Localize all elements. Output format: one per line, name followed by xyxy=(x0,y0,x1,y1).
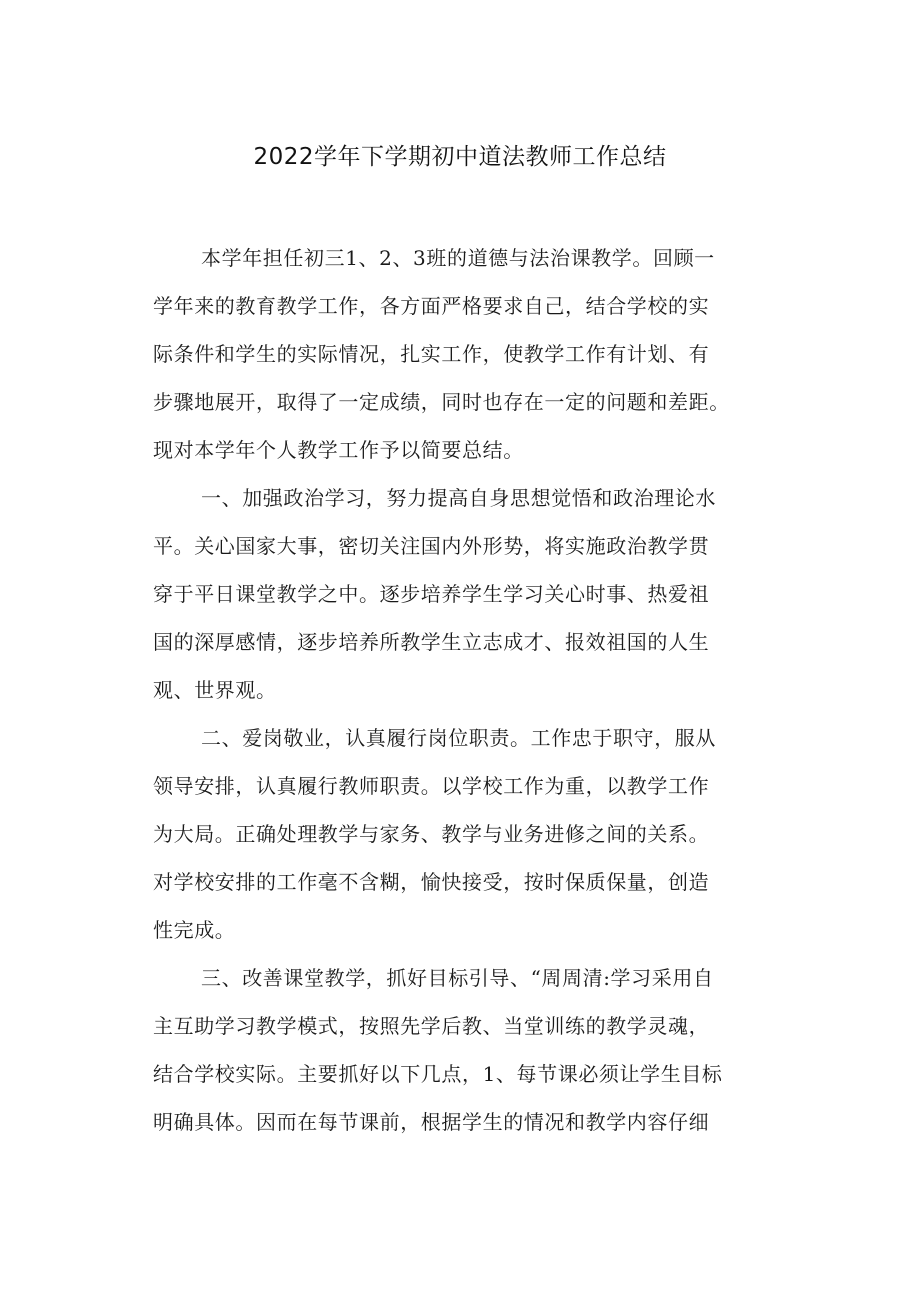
document-body xyxy=(153,234,793,1146)
paragraph-line: 领导安排，认真履行教师职责。以学校工作为重，以教学工作 xyxy=(153,774,710,798)
paragraph-first-line: 二、爱岗敬业，认真履行岗位职责。工作忠于职守，服从 xyxy=(201,726,716,750)
document-title: 2022学年下学期初中道法教师工作总结 xyxy=(253,144,667,170)
paragraph-line: 穿于平日课堂教学之中。逐步培养学生学习关心时事、热爱祖 xyxy=(153,582,710,606)
paragraph-first-line: 三、改善课堂教学，抓好目标引导、“周周清:学习采用自 xyxy=(201,966,714,990)
paragraph-line: 际条件和学生的实际情况，扎实工作，使教学工作有计划、有 xyxy=(153,342,710,366)
paragraph-line: 平。关心国家大事，密切关注国内外形势，将实施政治教学贯 xyxy=(153,534,710,558)
paragraph-line: 步骤地展开，取得了一定成绩，同时也存在一定的问题和差距。 xyxy=(153,390,730,414)
paragraph-first-line: 一、加强政治学习，努力提高自身思想觉悟和政治理论水 xyxy=(201,486,716,510)
paragraph-line: 对学校安排的工作毫不含糊，愉快接受，按时保质保量，创造 xyxy=(153,870,710,894)
paragraph-line: 性完成。 xyxy=(153,918,236,942)
paragraph-line: 学年来的教育教学工作，各方面严格要求自己，结合学校的实 xyxy=(153,294,710,318)
paragraph-line: 现对本学年个人教学工作予以简要总结。 xyxy=(153,438,524,462)
paragraph-first-line: 本学年担任初三1、2、3班的道德与法治课教学。回顾一 xyxy=(201,246,715,270)
paragraph-line: 主互助学习教学模式，按照先学后教、当堂训练的教学灵魂， xyxy=(153,1014,710,1038)
paragraph-line: 明确具体。因而在每节课前，根据学生的情况和教学内容仔细 xyxy=(153,1110,710,1134)
paragraph-line: 观、世界观。 xyxy=(153,678,277,702)
paragraph-line: 结合学校实际。主要抓好以下几点，1、每节课必须让学生目标 xyxy=(153,1062,723,1086)
paragraph-line: 国的深厚感情，逐步培养所教学生立志成才、报效祖国的人生 xyxy=(153,630,710,654)
paragraph-line: 为大局。正确处理教学与家务、教学与业务进修之间的关系。 xyxy=(153,822,710,846)
